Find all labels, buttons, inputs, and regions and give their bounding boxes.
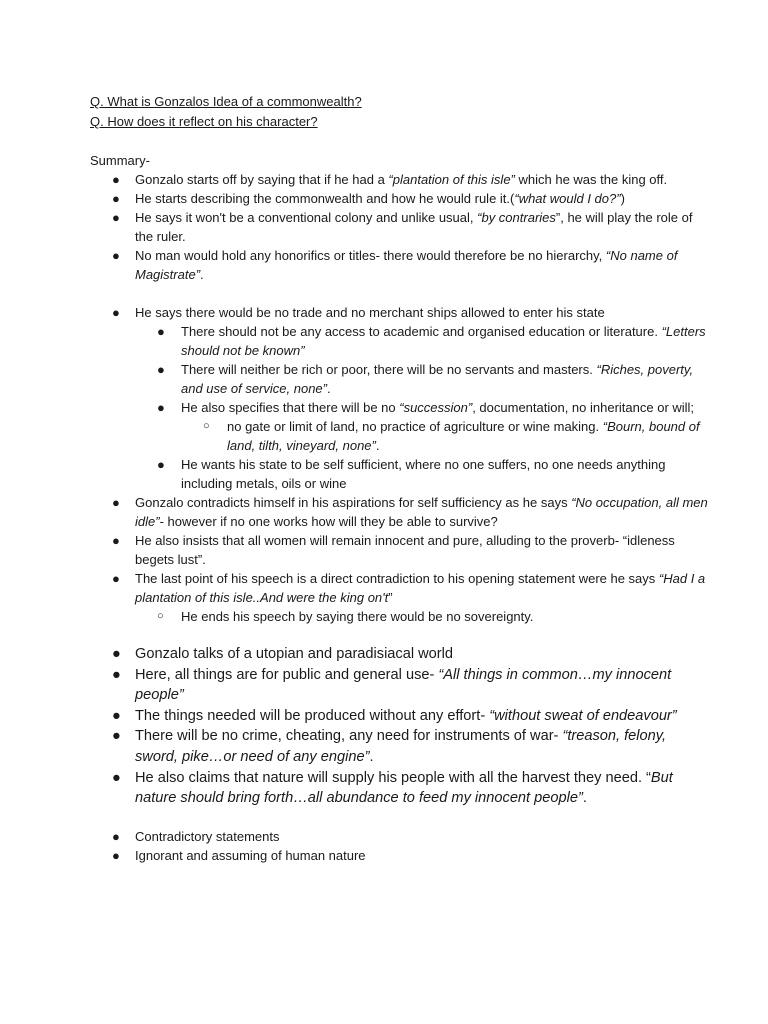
item-quote: “No name of Magistrate” xyxy=(135,248,678,282)
bullet-icon: ● xyxy=(112,666,121,683)
item-text: There will be no crime, cheating, any need for instruments of war- xyxy=(135,728,563,745)
bullet-icon: ● xyxy=(157,457,165,472)
list-item xyxy=(90,846,708,865)
item-quote: “what would I do?” xyxy=(514,191,621,206)
item-quote: “Had I a plantation of this isle..And were the king on't xyxy=(135,571,706,605)
list-item xyxy=(90,644,708,665)
bullet-icon: ● xyxy=(112,847,120,863)
analysis-section xyxy=(90,644,708,809)
details-list xyxy=(90,303,708,626)
item-quote: “Letters should not be known” xyxy=(181,324,706,358)
item-text: . xyxy=(582,790,587,807)
item-text: Ignorant and assuming of human nature xyxy=(135,847,366,863)
item-text: He also specifies that there will be no xyxy=(181,400,400,415)
list-item xyxy=(90,768,708,809)
item-text: - however if no one works how will they be able to survive? xyxy=(159,514,498,529)
hollow-bullet-icon: ○ xyxy=(157,610,164,622)
item-text: No man would hold any honorifics or titles- there would therefore be no hierarchy, xyxy=(135,248,606,263)
item-quote: “by contraries xyxy=(477,210,556,225)
bullet-icon: ● xyxy=(112,707,121,724)
item-text: He also insists that all women will remain innocent and pure, alluding to the proverb- “idleness begets lust”. xyxy=(135,533,675,567)
item-quote: “All things in common…my innocent people” xyxy=(135,666,672,704)
item-text: Gonzalo talks of a utopian and paradisiacal world xyxy=(135,646,454,662)
item-quote: “Bourn, bound of land, tilth, vineyard, none” xyxy=(227,419,700,453)
item-text: He says there would be no trade and no merchant ships allowed to enter his state xyxy=(135,305,605,320)
item-text: ”, he will play the role of the ruler. xyxy=(135,210,693,244)
bullet-icon: ● xyxy=(157,400,165,415)
list-item xyxy=(90,208,708,246)
item-quote: “No occupation, all men idle” xyxy=(135,495,708,529)
item-quote: “Riches, poverty, and use of service, none” xyxy=(181,362,694,396)
item-text: He also claims that nature will supply his people with all the harvest they need. “ xyxy=(135,769,651,786)
item-text: ) xyxy=(620,191,625,206)
list-item xyxy=(90,493,708,531)
bullet-icon: ● xyxy=(112,571,120,586)
list-item xyxy=(135,398,708,455)
bullet-icon: ● xyxy=(112,533,120,548)
item-text: He starts describing the commonwealth and how he would rule it.( xyxy=(135,191,515,206)
item-text: The last point of his speech is a direct contradiction to his opening statement were he says xyxy=(135,571,659,586)
bullet-icon: ● xyxy=(112,769,121,786)
list-item xyxy=(135,607,708,626)
conclusion-section xyxy=(90,827,708,865)
item-text: Gonzalo contradicts himself in his aspirations for self sufficiency as he says xyxy=(135,495,572,510)
list-item xyxy=(135,455,708,493)
list-item xyxy=(90,665,708,706)
item-text: He wants his state to be self sufficient, where no one suffers, no one needs anything including metals, oils or wine xyxy=(181,457,666,491)
item-text: ” xyxy=(388,590,393,605)
conclusion-list xyxy=(90,827,708,865)
item-text: The things needed will be produced without any effort- xyxy=(135,707,490,724)
item-text: There will neither be rich or poor, there will be no servants and masters. xyxy=(181,362,597,377)
item-quote: “plantation of this isle” xyxy=(388,172,515,187)
list-item xyxy=(90,531,708,569)
item-quote: “without sweat of endeavour” xyxy=(489,707,677,724)
list-item xyxy=(90,189,708,208)
bullet-icon: ● xyxy=(157,324,165,339)
sub-sub-list xyxy=(181,417,708,455)
item-text: . xyxy=(369,748,374,765)
bullet-icon: ● xyxy=(112,210,120,225)
question-2: Q. How does it reflect on his character? xyxy=(90,114,318,129)
item-text: no gate or limit of land, no practice of agriculture or wine making. xyxy=(227,419,603,434)
bullet-icon: ● xyxy=(112,172,120,187)
item-text: . xyxy=(375,438,380,453)
list-item xyxy=(135,360,708,398)
analysis-list xyxy=(90,644,708,809)
bullet-icon: ● xyxy=(112,191,120,206)
item-text: He ends his speech by saying there would be no sovereignty. xyxy=(181,609,534,624)
sub-list xyxy=(135,322,708,493)
bullet-icon: ● xyxy=(112,728,121,745)
bullet-icon: ● xyxy=(112,646,121,662)
hollow-bullet-icon: ○ xyxy=(203,420,210,432)
bullet-icon: ● xyxy=(112,495,120,510)
summary-label: Summary- xyxy=(90,153,150,168)
list-item xyxy=(181,417,708,455)
item-text: . xyxy=(326,381,331,396)
spacer xyxy=(90,284,708,303)
item-text: Contradictory statements xyxy=(135,828,280,844)
summary-list xyxy=(90,170,708,284)
list-item xyxy=(90,726,708,767)
item-text: He says it won't be a conventional colony and unlike usual, xyxy=(135,210,478,225)
list-item xyxy=(90,170,708,189)
sub-list xyxy=(135,607,708,626)
item-text: Gonzalo starts off by saying that if he had a xyxy=(135,172,389,187)
list-item xyxy=(90,827,708,846)
list-item xyxy=(90,569,708,626)
item-text: , documentation, no inheritance or will; xyxy=(472,400,695,415)
item-quote: But nature should bring forth…all abundance to feed my innocent people” xyxy=(135,769,673,807)
list-item xyxy=(90,706,708,727)
item-text: which he was the king off. xyxy=(514,172,668,187)
list-item xyxy=(90,246,708,284)
bullet-icon: ● xyxy=(112,305,120,320)
bullet-icon: ● xyxy=(112,248,120,263)
item-quote: “succession” xyxy=(399,400,473,415)
item-quote: “treason, felony, sword, pike…or need of any engine” xyxy=(135,728,667,765)
item-text: There should not be any access to academic and organised education or literature. xyxy=(181,324,662,339)
question-1: Q. What is Gonzalos Idea of a commonwealth? xyxy=(90,94,362,109)
bullet-icon: ● xyxy=(157,362,165,377)
bullet-icon: ● xyxy=(112,828,120,844)
list-item xyxy=(90,303,708,493)
item-text: . xyxy=(200,267,204,282)
item-text: Here, all things are for public and general use- xyxy=(135,666,439,683)
list-item xyxy=(135,322,708,360)
